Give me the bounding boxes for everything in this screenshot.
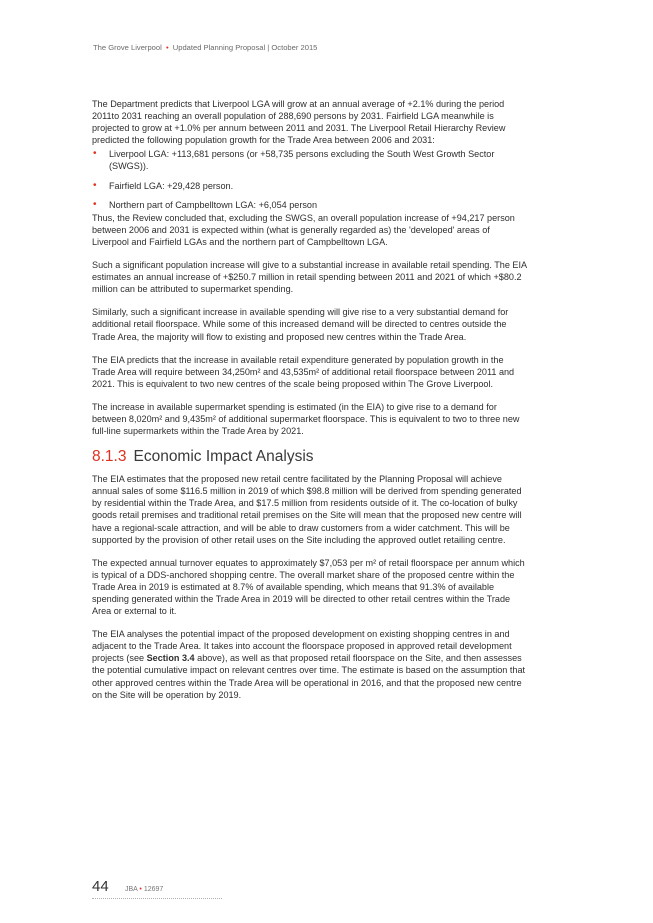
paragraph-floorspace-demand: Similarly, such a significant increase in available spending will give rise to a very substantial demand for additional retail floorspace. While some of this increased demand will be directed to centres outside the Trade Area, the majority will flow to existing and proposed new centres within the Trade Area. xyxy=(92,307,509,342)
paragraph-retail-spending: Such a significant population increase will give to a substantial increase in available retail spending. The EIA estimates an annual increase of +$250.7 million in retail spending between 2011 and 2021 of which +$80.2 million can be attributed to supermarket spending. xyxy=(92,260,527,295)
page-footer xyxy=(92,878,222,899)
section-number: 8.1.3 xyxy=(92,448,127,466)
list-item-text: Liverpool LGA: +113,681 persons (or +58,735 persons excluding the South West Growth Sector (SWGS)). xyxy=(109,149,495,172)
section-heading xyxy=(92,448,528,466)
bullet-icon: • xyxy=(93,198,97,210)
section-reference-link[interactable]: Section 3.4 xyxy=(146,653,195,664)
header-separator: • xyxy=(165,43,169,52)
population-growth-list xyxy=(92,148,528,210)
footer-job-number: 12697 xyxy=(143,886,164,893)
header-doc-name: The Grove Liverpool xyxy=(93,43,162,52)
paragraph-turnover: The expected annual turnover equates to approximately $7,053 per m² of retail floorspace per annum which is typical of a DDS-anchored shopping centre. The overall market share of the proposed centre within the Trade Area in 2019 is estimated at 8.7% of available spending, which means that 91.3% of available spending generated within the Trade Area in 2019 will be directed to other retail centres within the Trade Area or external to it. xyxy=(92,557,525,617)
running-header xyxy=(93,43,317,52)
bullet-icon: • xyxy=(93,179,97,191)
page-number: 44 xyxy=(92,878,109,895)
bullet-icon: • xyxy=(93,148,97,160)
paragraph-impact-analysis xyxy=(92,628,528,701)
list-item xyxy=(92,148,528,172)
paragraph-annual-sales: The EIA estimates that the proposed new retail centre facilitated by the Planning Proposal will achieve annual sales of some $116.5 million in 2019 of which $98.8 million will be derived from spending generated by residential within the Trade Area, and $17.5 million from residents outside of it. The co-location of bulky goods retail premises and traditional retail premises on the Site will mean that the proposed new centre will have a regional-scale attraction, and will be able to draw customers from a wider catchment. This will be supported by the provision of other retail uses on the Site including the approved outlet retailing centre. xyxy=(92,474,522,545)
footer-reference xyxy=(125,886,163,893)
paragraph-population-forecast: The Department predicts that Liverpool LGA will grow at an annual average of +2.1% during the period 2011to 2031 reaching an overall population of 288,690 persons by 2031. Fairfield LGA meanwhile is projected to grow at +1.0% per annum between 2011 and 2031. The Liverpool Retail Hierarchy Review predicted the following population growth for the Trade Area between 2006 and 2031: xyxy=(92,99,506,146)
list-item xyxy=(92,199,528,211)
document-body xyxy=(92,98,528,712)
paragraph-review-conclusion: Thus, the Review concluded that, excluding the SWGS, an overall population increase of +94,217 person between 2006 and 2031 is expected within (what is generally regarded as) the 'developed' areas of Liverpool and Fairfield LGAs and the northern part of Campbelltown LGA. xyxy=(92,212,515,247)
impact-text-start: The EIA analyses the potential impact of the proposed development on existing shopping centres in and adjacent to the Trade Area. It takes into account the floorspace proposed in approved retail development projects (see xyxy=(92,629,512,664)
header-doc-title: Updated Planning Proposal | October 2015 xyxy=(172,43,318,52)
paragraph-retail-expenditure: The EIA predicts that the increase in available retail expenditure generated by population growth in the Trade Area will require between 34,250m² and 43,535m² of additional retail floorspace between 2011 and 2021. This is equivalent to two new centres of the scale being proposed within The Grove Liverpool. xyxy=(92,354,515,389)
impact-text-end: above), as well as that proposed retail floorspace on the Site, and then assesses the potential cumulative impact on relevant centres over time. The estimate is based on the assumption that other approved centres within the Trade Area will be operational in 2016, and that the proposed new centre on the Site will be operation by 2019. xyxy=(92,653,526,700)
footer-separator: • xyxy=(139,886,142,893)
paragraph-supermarket-spending: The increase in available supermarket spending is estimated (in the EIA) to give rise to a demand for between 8,020m² and 9,435m² of additional supermarket floorspace. This is equivalent to two to three new full-line supermarkets within the Trade Area by 2021. xyxy=(92,401,520,437)
section-title: Economic Impact Analysis xyxy=(133,448,314,466)
list-item-text: Fairfield LGA: +29,428 person. xyxy=(109,180,234,191)
footer-org: JBA xyxy=(125,886,138,893)
list-item xyxy=(92,180,528,192)
list-item-text: Northern part of Campbelltown LGA: +6,054 person xyxy=(109,199,318,210)
